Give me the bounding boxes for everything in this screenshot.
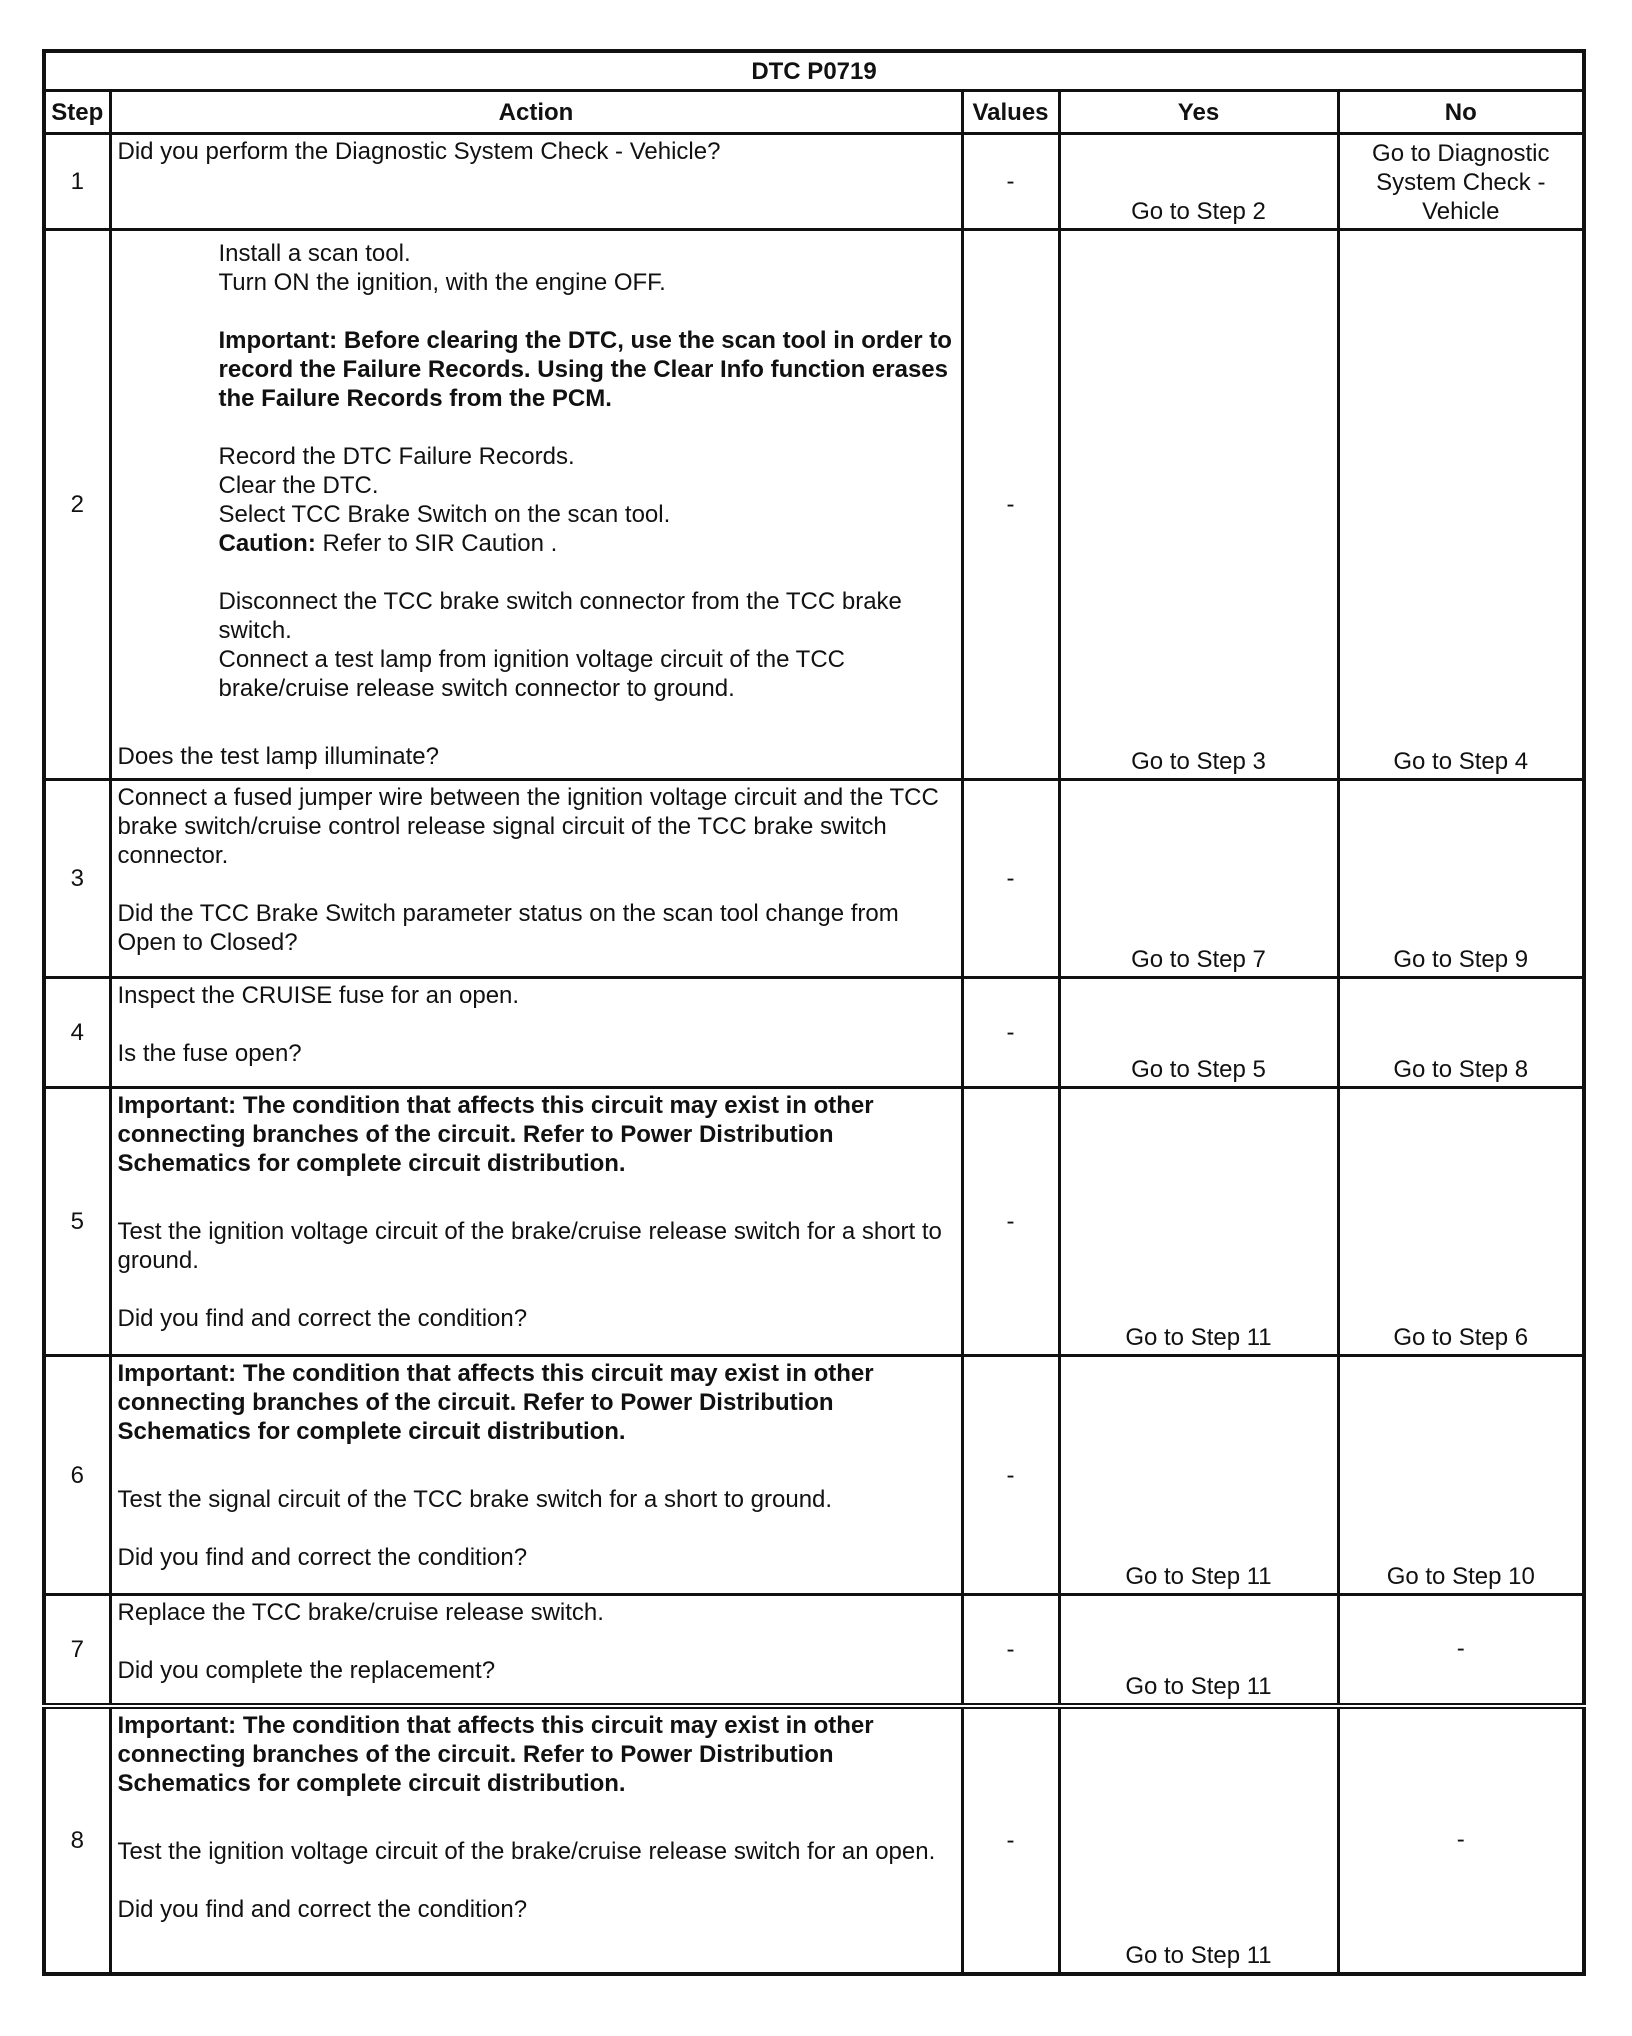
yes-link[interactable]: Go to Step 2 <box>1059 134 1338 230</box>
header-values: Values <box>962 91 1059 134</box>
table-row <box>44 1356 1584 1595</box>
action-text: Did you perform the Diagnostic System Check - Vehicle? <box>117 138 721 165</box>
action-question: Did you complete the replacement? <box>117 1657 496 1684</box>
caution-label: Caution: <box>218 530 316 557</box>
values-cell: - <box>962 134 1059 230</box>
action-cell <box>110 230 962 780</box>
values-cell: - <box>962 978 1059 1088</box>
no-link[interactable]: Go to Step 6 <box>1338 1088 1584 1356</box>
table-row <box>44 1595 1584 1706</box>
action-question: Did you find and correct the condition? <box>117 1544 528 1571</box>
no-value: - <box>1338 1706 1584 1974</box>
table-row <box>44 230 1584 780</box>
important-note: Important: The condition that affects this circuit may exist in other connecting branches of the circuit. Refer to Power Distribution Schematics for complete circuit distribution. <box>117 1711 874 1797</box>
action-cell <box>110 134 962 230</box>
caution-note <box>219 529 955 558</box>
header-no: No <box>1338 91 1584 134</box>
action-substep: Turn ON the ignition, with the engine OFF. <box>218 269 666 296</box>
yes-link[interactable]: Go to Step 5 <box>1059 978 1338 1088</box>
step-number: 3 <box>44 780 110 978</box>
action-cell <box>110 1706 962 1974</box>
action-substeps <box>118 233 955 703</box>
header-action: Action <box>110 91 962 134</box>
important-note: Important: Before clearing the DTC, use the scan tool in order to record the Failure Records. Using the Clear Info function erases the Failure Records from the PCM. <box>218 327 952 412</box>
action-substep: Record the DTC Failure Records. <box>218 443 575 470</box>
table-row <box>44 1706 1584 1974</box>
table-row <box>44 1088 1584 1356</box>
values-cell: - <box>962 1356 1059 1595</box>
title-row <box>44 51 1584 91</box>
no-value: - <box>1338 1595 1584 1706</box>
action-substep: Select TCC Brake Switch on the scan tool. <box>218 501 671 528</box>
action-text: Connect a fused jumper wire between the ignition voltage circuit and the TCC brake switch/cruise control release signal circuit of the TCC brake switch connector. <box>117 784 939 869</box>
action-text: Inspect the CRUISE fuse for an open. <box>117 982 520 1009</box>
step-number: 7 <box>44 1595 110 1706</box>
step-number: 5 <box>44 1088 110 1356</box>
yes-link[interactable]: Go to Step 11 <box>1059 1706 1338 1974</box>
table-row <box>44 134 1584 230</box>
step-number: 1 <box>44 134 110 230</box>
step-number: 8 <box>44 1706 110 1974</box>
caution-link[interactable]: Refer to SIR Caution . <box>315 530 558 557</box>
dtc-table <box>42 49 1586 1976</box>
action-cell <box>110 780 962 978</box>
yes-link[interactable]: Go to Step 11 <box>1059 1595 1338 1706</box>
action-text: Replace the TCC brake/cruise release switch. <box>117 1599 604 1626</box>
no-link[interactable]: Go to Step 10 <box>1338 1356 1584 1595</box>
step-number: 6 <box>44 1356 110 1595</box>
no-link[interactable]: Go to Step 8 <box>1338 978 1584 1088</box>
action-question: Is the fuse open? <box>117 1040 302 1067</box>
action-question: Did the TCC Brake Switch parameter status on the scan tool change from Open to Closed? <box>117 900 899 956</box>
action-text: Test the ignition voltage circuit of the brake/cruise release switch for an open. <box>117 1837 936 1865</box>
step-number: 4 <box>44 978 110 1088</box>
step-number: 2 <box>44 230 110 780</box>
table-title: DTC P0719 <box>44 51 1584 91</box>
no-link[interactable]: Go to Step 4 <box>1338 230 1584 780</box>
important-note: Important: The condition that affects this circuit may exist in other connecting branches of the circuit. Refer to Power Distribution Schematics for complete circuit distribution. <box>117 1092 874 1177</box>
action-question: Does the test lamp illuminate? <box>117 743 439 770</box>
header-yes: Yes <box>1059 91 1338 134</box>
no-link[interactable]: Go to Step 9 <box>1338 780 1584 978</box>
action-cell <box>110 1356 962 1595</box>
values-cell: - <box>962 780 1059 978</box>
action-text: Test the signal circuit of the TCC brake switch for a short to ground. <box>117 1486 833 1513</box>
action-substep: Clear the DTC. <box>218 472 379 499</box>
action-question: Did you find and correct the condition? <box>117 1305 528 1332</box>
no-link-line: Go to Diagnostic <box>1372 140 1550 167</box>
no-link-line: Vehicle <box>1422 198 1500 225</box>
yes-link[interactable]: Go to Step 7 <box>1059 780 1338 978</box>
action-substep: Connect a test lamp from ignition voltage circuit of the TCC brake/cruise release switch connector to ground. <box>218 646 846 702</box>
values-cell: - <box>962 1706 1059 1974</box>
action-substep: Install a scan tool. <box>218 240 411 267</box>
table-row <box>44 978 1584 1088</box>
table-row <box>44 780 1584 978</box>
values-cell: - <box>962 1088 1059 1356</box>
yes-link[interactable]: Go to Step 11 <box>1059 1088 1338 1356</box>
action-text: Test the ignition voltage circuit of the brake/cruise release switch for a short to ground. <box>117 1218 942 1274</box>
important-note: Important: The condition that affects this circuit may exist in other connecting branches of the circuit. Refer to Power Distribution Schematics for complete circuit distribution. <box>117 1360 874 1445</box>
values-cell: - <box>962 230 1059 780</box>
header-row <box>44 91 1584 134</box>
action-question: Did you find and correct the condition? <box>117 1895 528 1923</box>
values-cell: - <box>962 1595 1059 1706</box>
action-cell <box>110 978 962 1088</box>
header-step: Step <box>44 91 110 134</box>
diagnostic-document <box>42 49 1582 1977</box>
action-cell <box>110 1088 962 1356</box>
action-substep: Disconnect the TCC brake switch connector from the TCC brake switch. <box>218 588 902 644</box>
action-cell <box>110 1595 962 1706</box>
yes-link[interactable]: Go to Step 11 <box>1059 1356 1338 1595</box>
yes-link[interactable]: Go to Step 3 <box>1059 230 1338 780</box>
no-link-line: System Check - <box>1376 169 1546 196</box>
no-link[interactable] <box>1338 134 1584 230</box>
